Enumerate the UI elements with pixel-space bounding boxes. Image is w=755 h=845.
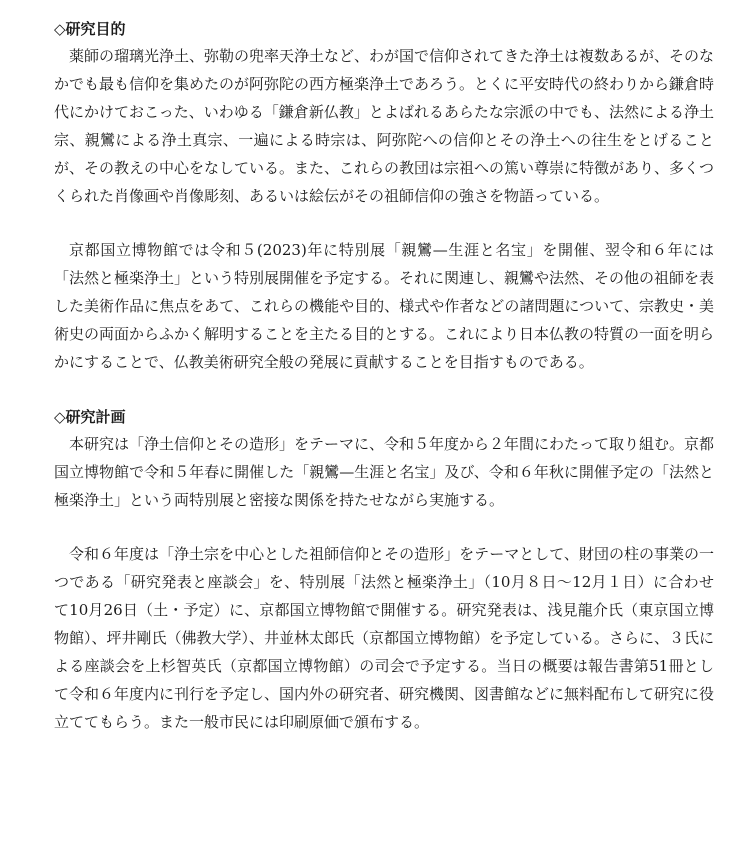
paragraph-spacer <box>54 514 714 540</box>
section-heading-purpose: ◇研究目的 <box>54 20 126 38</box>
section-spacer <box>54 376 714 404</box>
document-page <box>54 16 714 736</box>
paragraph-spacer <box>54 210 714 236</box>
plan-paragraph-1: 本研究は「浄土信仰とその造形」をテーマに、令和５年度から２年間にわたって取り組む。京都国立博物館で令和５年春に開催した「親鸞—生涯と名宝」及び、令和６年秋に開催予定の「法然と極楽浄土」という両特別展と密接な関係を持たせながら実施する。 <box>54 435 715 509</box>
plan-paragraph-2: 令和６年度は「浄土宗を中心とした祖師信仰とその造形」をテーマとして、財団の柱の事業の一つである「研究発表と座談会」を、特別展「法然と極楽浄土」（10月８日〜12月１日）に合わせて10月26日（土・予定）に、京都国立博物館で開催する。研究発表は、浅見龍介氏（東京国立博物館）、坪井剛氏（佛教大学）、井並林太郎氏（京都国立博物館）を予定している。さらに、３氏による座談会を上杉智英氏（京都国立博物館）の司会で予定する。当日の概要は報告書第51冊として令和６年度内に刊行を予定し、国内外の研究者、研究機関、図書館などに無料配布して研究に役立ててもらう。また一般市民には印刷原価で頒布する。 <box>54 545 715 731</box>
purpose-paragraph-2: 京都国立博物館では令和５(2023)年に特別展「親鸞—生涯と名宝」を開催、翌令和６年には「法然と極楽浄土」という特別展開催を予定する。それに関連し、親鸞や法然、その他の祖師を表した美術作品に焦点をあて、これらの機能や目的、様式や作者などの諸問題について、宗教史・美術史の両面からふかく解明することを主たる目的とする。これにより日本仏教の特質の一面を明らかにすることで、仏教美術研究全般の発展に貢献することを目指すものである。 <box>54 241 715 371</box>
purpose-paragraph-1: 薬師の瑠璃光浄土、弥勒の兜率天浄土など、わが国で信仰されてきた浄土は複数あるが、そのなかでも最も信仰を集めたのが阿弥陀の西方極楽浄土であろう。とくに平安時代の終わりから鎌倉時代にかけておこった、いわゆる「鎌倉新仏教」とよばれるあらたな宗派の中でも、法然による浄土宗、親鸞による浄土真宗、一遍による時宗は、阿弥陀への信仰とその浄土への往生をとげることが、その教えの中心をなしている。また、これらの教団は宗祖への篤い尊崇に特徴があり、多くつくられた肖像画や肖像彫刻、あるいは絵伝がその祖師信仰の強さを物語っている。 <box>54 47 715 205</box>
section-heading-plan: ◇研究計画 <box>54 408 126 426</box>
